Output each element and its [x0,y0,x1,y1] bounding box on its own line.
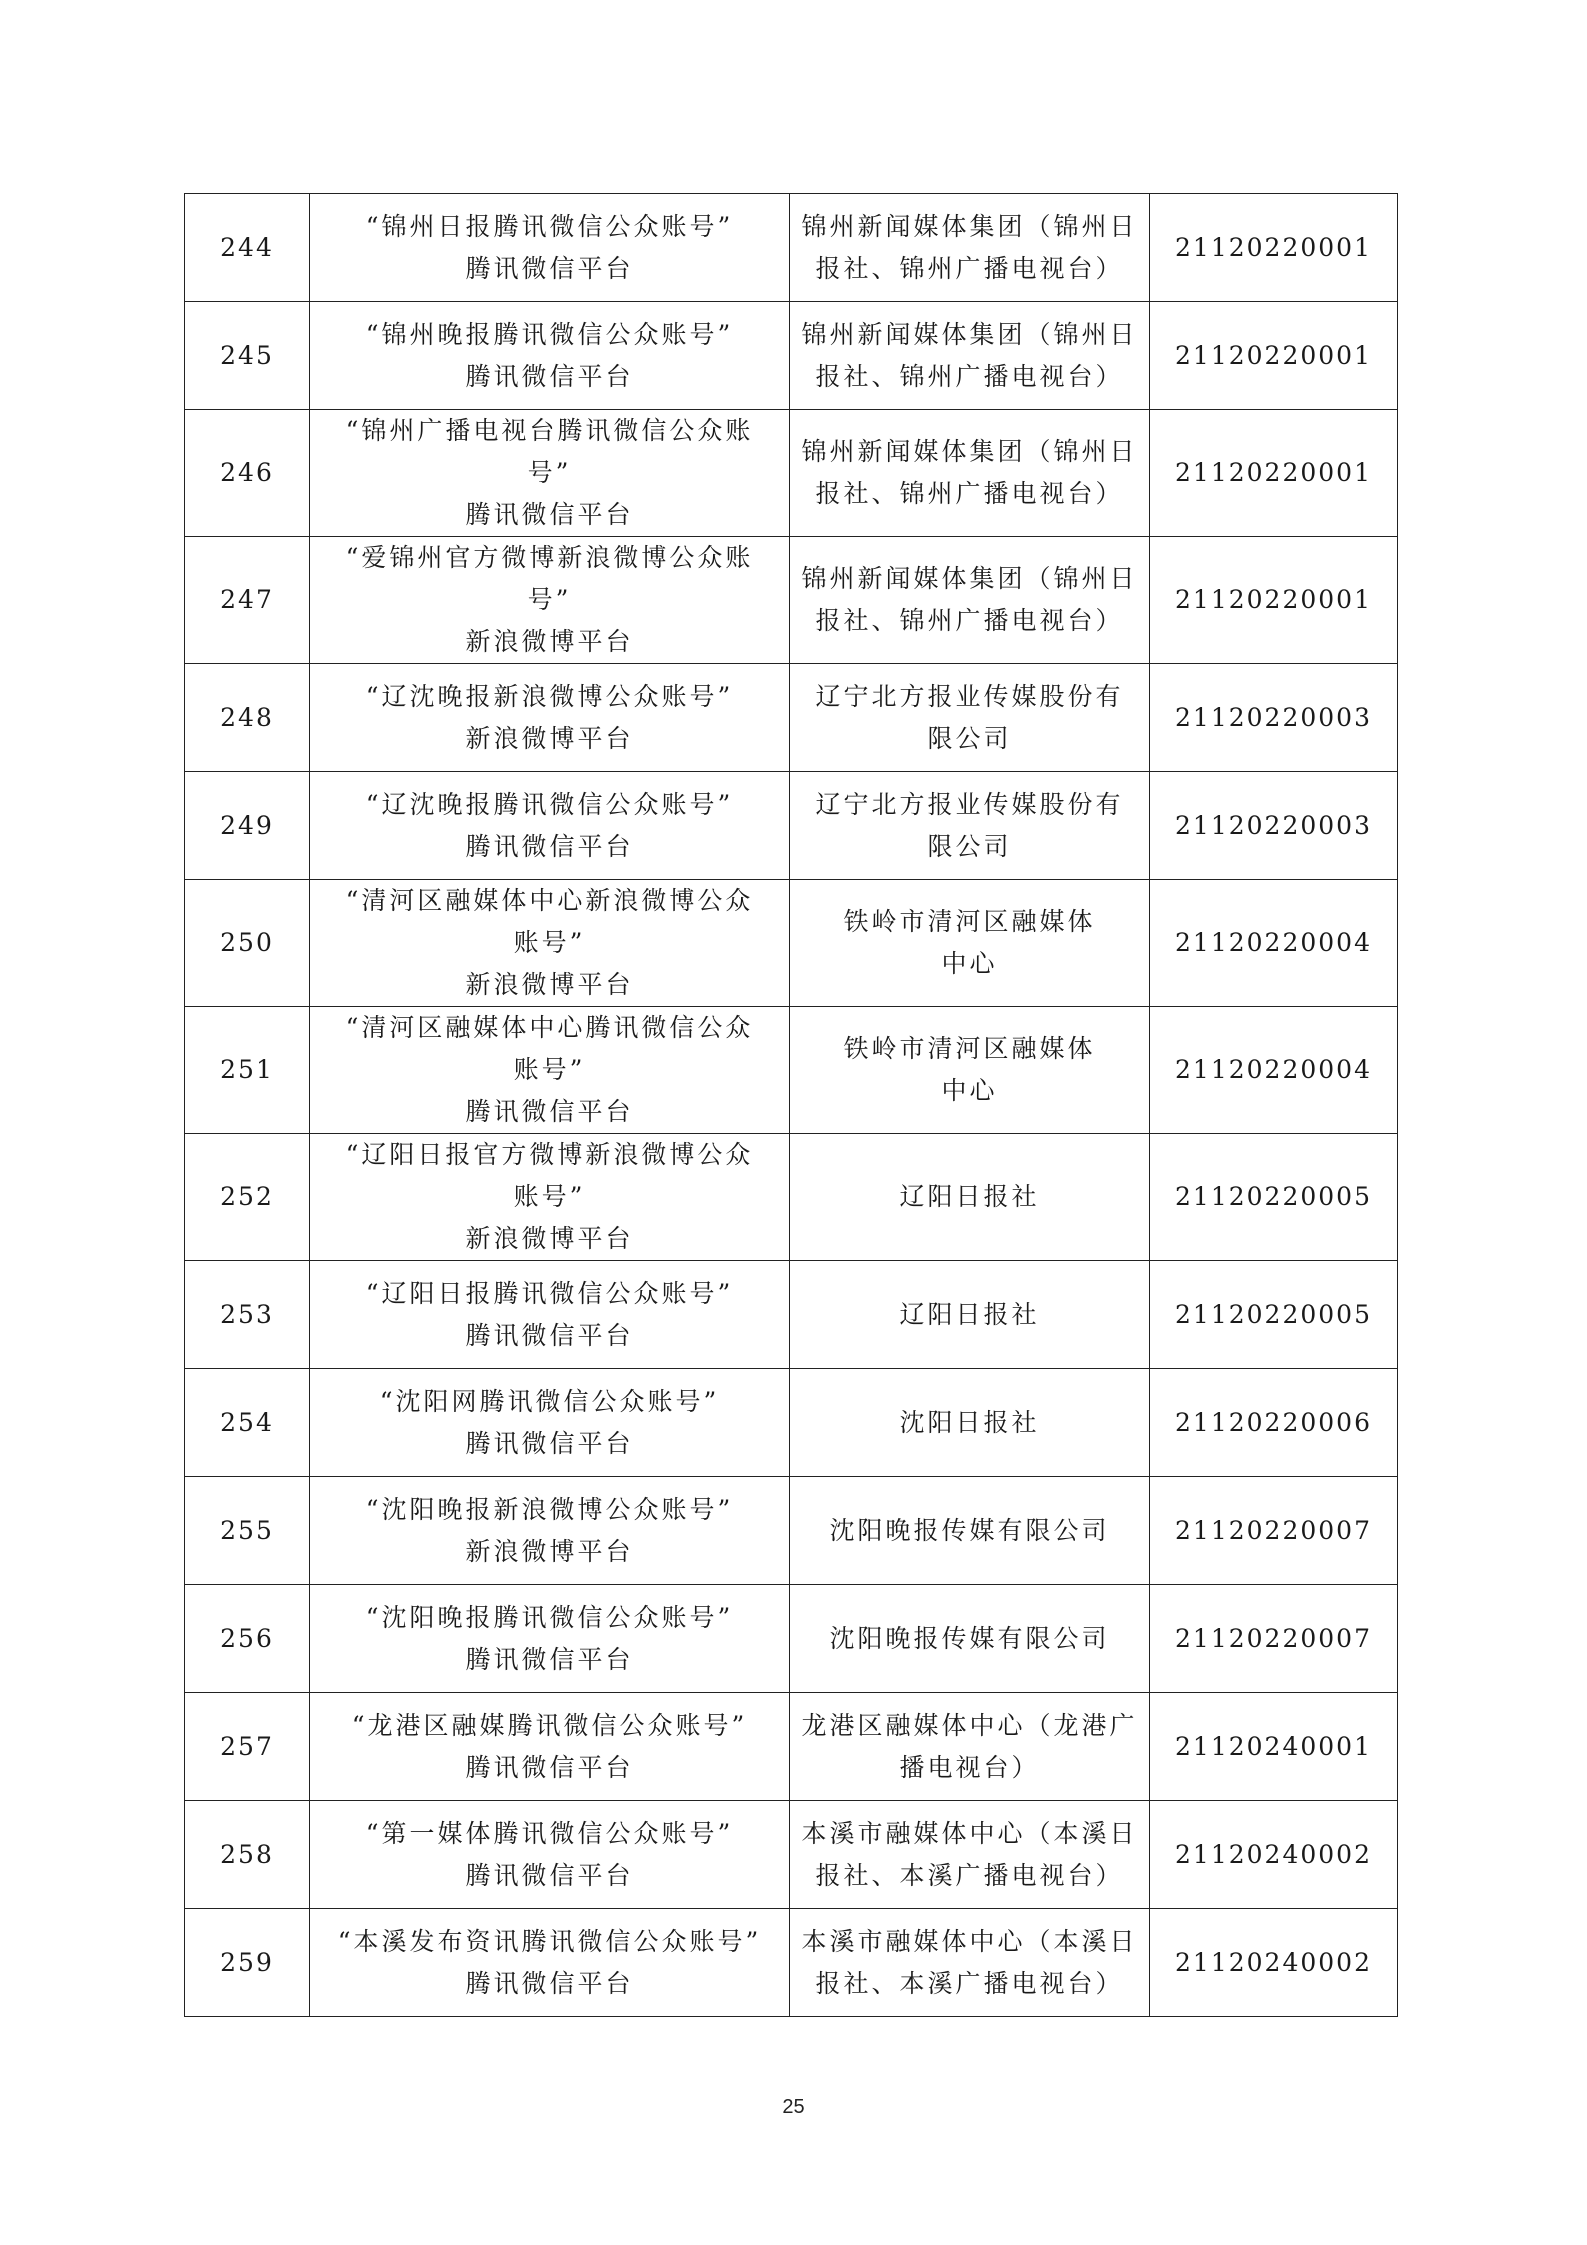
account-name-cell [310,880,790,1007]
account-name-line: “爱锦州官方微博新浪微博公众账 [345,543,754,572]
organization-line: 报社、本溪广播电视台） [815,1968,1124,1998]
organization-line: 沈阳日报社 [899,1407,1040,1437]
account-name-line: 腾讯微信平台 [465,253,634,283]
serial-number-cell: 253 [185,1261,310,1369]
account-name-line: 账号” [513,928,586,957]
organization-cell [790,537,1150,664]
account-name-line: “沈阳晚报腾讯微信公众账号” [365,1602,734,1632]
table-row [185,1693,1398,1801]
organization-line: 限公司 [927,723,1012,753]
license-code-cell: 21120240001 [1150,1693,1398,1801]
organization-cell [790,410,1150,537]
account-name-cell [310,1909,790,2017]
license-code-cell: 21120220007 [1150,1477,1398,1585]
account-name-cell [310,772,790,880]
organization-line: 本溪市融媒体中心（本溪日 [801,1926,1138,1956]
organization-line: 锦州新闻媒体集团（锦州日 [801,564,1138,593]
table-row [185,1007,1398,1134]
organization-cell [790,880,1150,1007]
account-name-line: 账号” [513,1055,586,1084]
serial-number-cell: 249 [185,772,310,880]
serial-number-cell: 258 [185,1801,310,1909]
account-name-cell [310,1801,790,1909]
organization-line: 本溪市融媒体中心（本溪日 [801,1818,1138,1848]
account-name-cell [310,410,790,537]
account-name-line: “辽沈晚报腾讯微信公众账号” [365,789,734,819]
license-code-cell: 21120220001 [1150,537,1398,664]
organization-line: 龙港区融媒体中心（龙港广 [801,1710,1138,1740]
account-name-line: 腾讯微信平台 [465,1968,634,1998]
license-code-cell: 21120220001 [1150,410,1398,537]
serial-number-cell: 246 [185,410,310,537]
account-name-line: “第一媒体腾讯微信公众账号” [365,1818,734,1848]
license-code-cell: 21120220005 [1150,1261,1398,1369]
table-row [185,1909,1398,2017]
account-name-cell [310,1261,790,1369]
account-name-cell [310,664,790,772]
account-name-line: “清河区融媒体中心新浪微博公众 [345,886,754,915]
organization-line: 中心 [941,949,998,978]
organization-line: 中心 [941,1076,998,1105]
organization-line: 铁岭市清河区融媒体 [843,1034,1096,1063]
organization-line: 辽宁北方报业传媒股份有 [815,789,1124,819]
account-name-cell [310,1477,790,1585]
account-name-line: 腾讯微信平台 [465,500,634,529]
account-name-line: 新浪微博平台 [465,970,634,999]
account-name-cell [310,1585,790,1693]
organization-line: 报社、本溪广播电视台） [815,1860,1124,1890]
account-name-line: 腾讯微信平台 [465,1097,634,1126]
account-name-line: 新浪微博平台 [465,627,634,656]
organization-line: 铁岭市清河区融媒体 [843,907,1096,936]
organization-line: 限公司 [927,831,1012,861]
account-name-line: 新浪微博平台 [465,1536,634,1566]
organization-line: 锦州新闻媒体集团（锦州日 [801,211,1138,241]
account-name-line: 号” [527,585,572,614]
organization-cell [790,1693,1150,1801]
account-name-line: “辽阳日报官方微博新浪微博公众 [345,1140,754,1169]
table-row [185,772,1398,880]
license-code-cell: 21120220004 [1150,1007,1398,1134]
organization-line: 报社、锦州广播电视台） [815,253,1124,283]
account-name-line: “辽沈晚报新浪微博公众账号” [365,681,734,711]
license-code-cell: 21120220004 [1150,880,1398,1007]
table-row [185,1477,1398,1585]
media-account-table [184,193,1398,2017]
organization-line: 锦州新闻媒体集团（锦州日 [801,437,1138,466]
table-row [185,880,1398,1007]
organization-line: 沈阳晚报传媒有限公司 [829,1515,1110,1545]
page-number: 25 [782,2096,805,2118]
organization-cell [790,1477,1150,1585]
serial-number-cell: 251 [185,1007,310,1134]
account-name-line: “锦州广播电视台腾讯微信公众账 [345,416,754,445]
account-name-line: 腾讯微信平台 [465,1644,634,1674]
table-row [185,537,1398,664]
serial-number-cell: 255 [185,1477,310,1585]
license-code-cell: 21120220006 [1150,1369,1398,1477]
serial-number-cell: 256 [185,1585,310,1693]
organization-cell [790,1007,1150,1134]
table-row [185,1134,1398,1261]
table-row [185,194,1398,302]
account-name-line: “沈阳网腾讯微信公众账号” [379,1386,720,1416]
account-name-line: 腾讯微信平台 [465,1860,634,1890]
organization-line: 报社、锦州广播电视台） [815,479,1124,508]
account-name-cell [310,1134,790,1261]
license-code-cell: 21120220007 [1150,1585,1398,1693]
license-code-cell: 21120240002 [1150,1909,1398,2017]
table-row [185,1261,1398,1369]
account-name-line: 腾讯微信平台 [465,1428,634,1458]
organization-line: 报社、锦州广播电视台） [815,606,1124,635]
table-row [185,410,1398,537]
organization-line: 报社、锦州广播电视台） [815,361,1124,391]
account-name-line: “清河区融媒体中心腾讯微信公众 [345,1013,754,1042]
table-row [185,664,1398,772]
account-name-line: 账号” [513,1182,586,1211]
account-name-line: 号” [527,458,572,487]
organization-cell [790,1909,1150,2017]
serial-number-cell: 248 [185,664,310,772]
serial-number-cell: 245 [185,302,310,410]
organization-line: 辽阳日报社 [899,1299,1040,1329]
account-name-line: 腾讯微信平台 [465,1752,634,1782]
organization-cell [790,772,1150,880]
account-name-line: 新浪微博平台 [465,1224,634,1253]
organization-line: 辽阳日报社 [899,1182,1040,1211]
table-row [185,1801,1398,1909]
serial-number-cell: 254 [185,1369,310,1477]
license-code-cell: 21120240002 [1150,1801,1398,1909]
license-code-cell: 21120220001 [1150,302,1398,410]
organization-line: 沈阳晚报传媒有限公司 [829,1623,1110,1653]
table-body [185,194,1398,2017]
account-name-line: “锦州晚报腾讯微信公众账号” [365,319,734,349]
account-name-cell [310,1693,790,1801]
organization-cell [790,1369,1150,1477]
organization-cell [790,1261,1150,1369]
account-name-line: 腾讯微信平台 [465,831,634,861]
account-name-line: 腾讯微信平台 [465,361,634,391]
organization-line: 锦州新闻媒体集团（锦州日 [801,319,1138,349]
account-name-line: 新浪微博平台 [465,723,634,753]
table-row [185,302,1398,410]
serial-number-cell: 257 [185,1693,310,1801]
account-name-line: “本溪发布资讯腾讯微信公众账号” [337,1926,762,1956]
organization-line: 辽宁北方报业传媒股份有 [815,681,1124,711]
serial-number-cell: 250 [185,880,310,1007]
account-name-cell [310,537,790,664]
serial-number-cell: 259 [185,1909,310,2017]
account-name-cell [310,194,790,302]
account-name-cell [310,1369,790,1477]
table-row [185,1585,1398,1693]
account-name-line: “锦州日报腾讯微信公众账号” [365,211,734,241]
serial-number-cell: 247 [185,537,310,664]
serial-number-cell: 252 [185,1134,310,1261]
organization-cell [790,664,1150,772]
license-code-cell: 21120220003 [1150,664,1398,772]
organization-cell [790,1585,1150,1693]
organization-line: 播电视台） [899,1752,1040,1782]
account-name-cell [310,1007,790,1134]
organization-cell [790,302,1150,410]
account-name-cell [310,302,790,410]
serial-number-cell: 244 [185,194,310,302]
organization-cell [790,194,1150,302]
license-code-cell: 21120220003 [1150,772,1398,880]
license-code-cell: 21120220005 [1150,1134,1398,1261]
table-row [185,1369,1398,1477]
account-name-line: 腾讯微信平台 [465,1320,634,1350]
account-name-line: “龙港区融媒腾讯微信公众账号” [351,1710,748,1740]
license-code-cell: 21120220001 [1150,194,1398,302]
account-name-line: “辽阳日报腾讯微信公众账号” [365,1278,734,1308]
organization-cell [790,1134,1150,1261]
account-name-line: “沈阳晚报新浪微博公众账号” [365,1494,734,1524]
organization-cell [790,1801,1150,1909]
